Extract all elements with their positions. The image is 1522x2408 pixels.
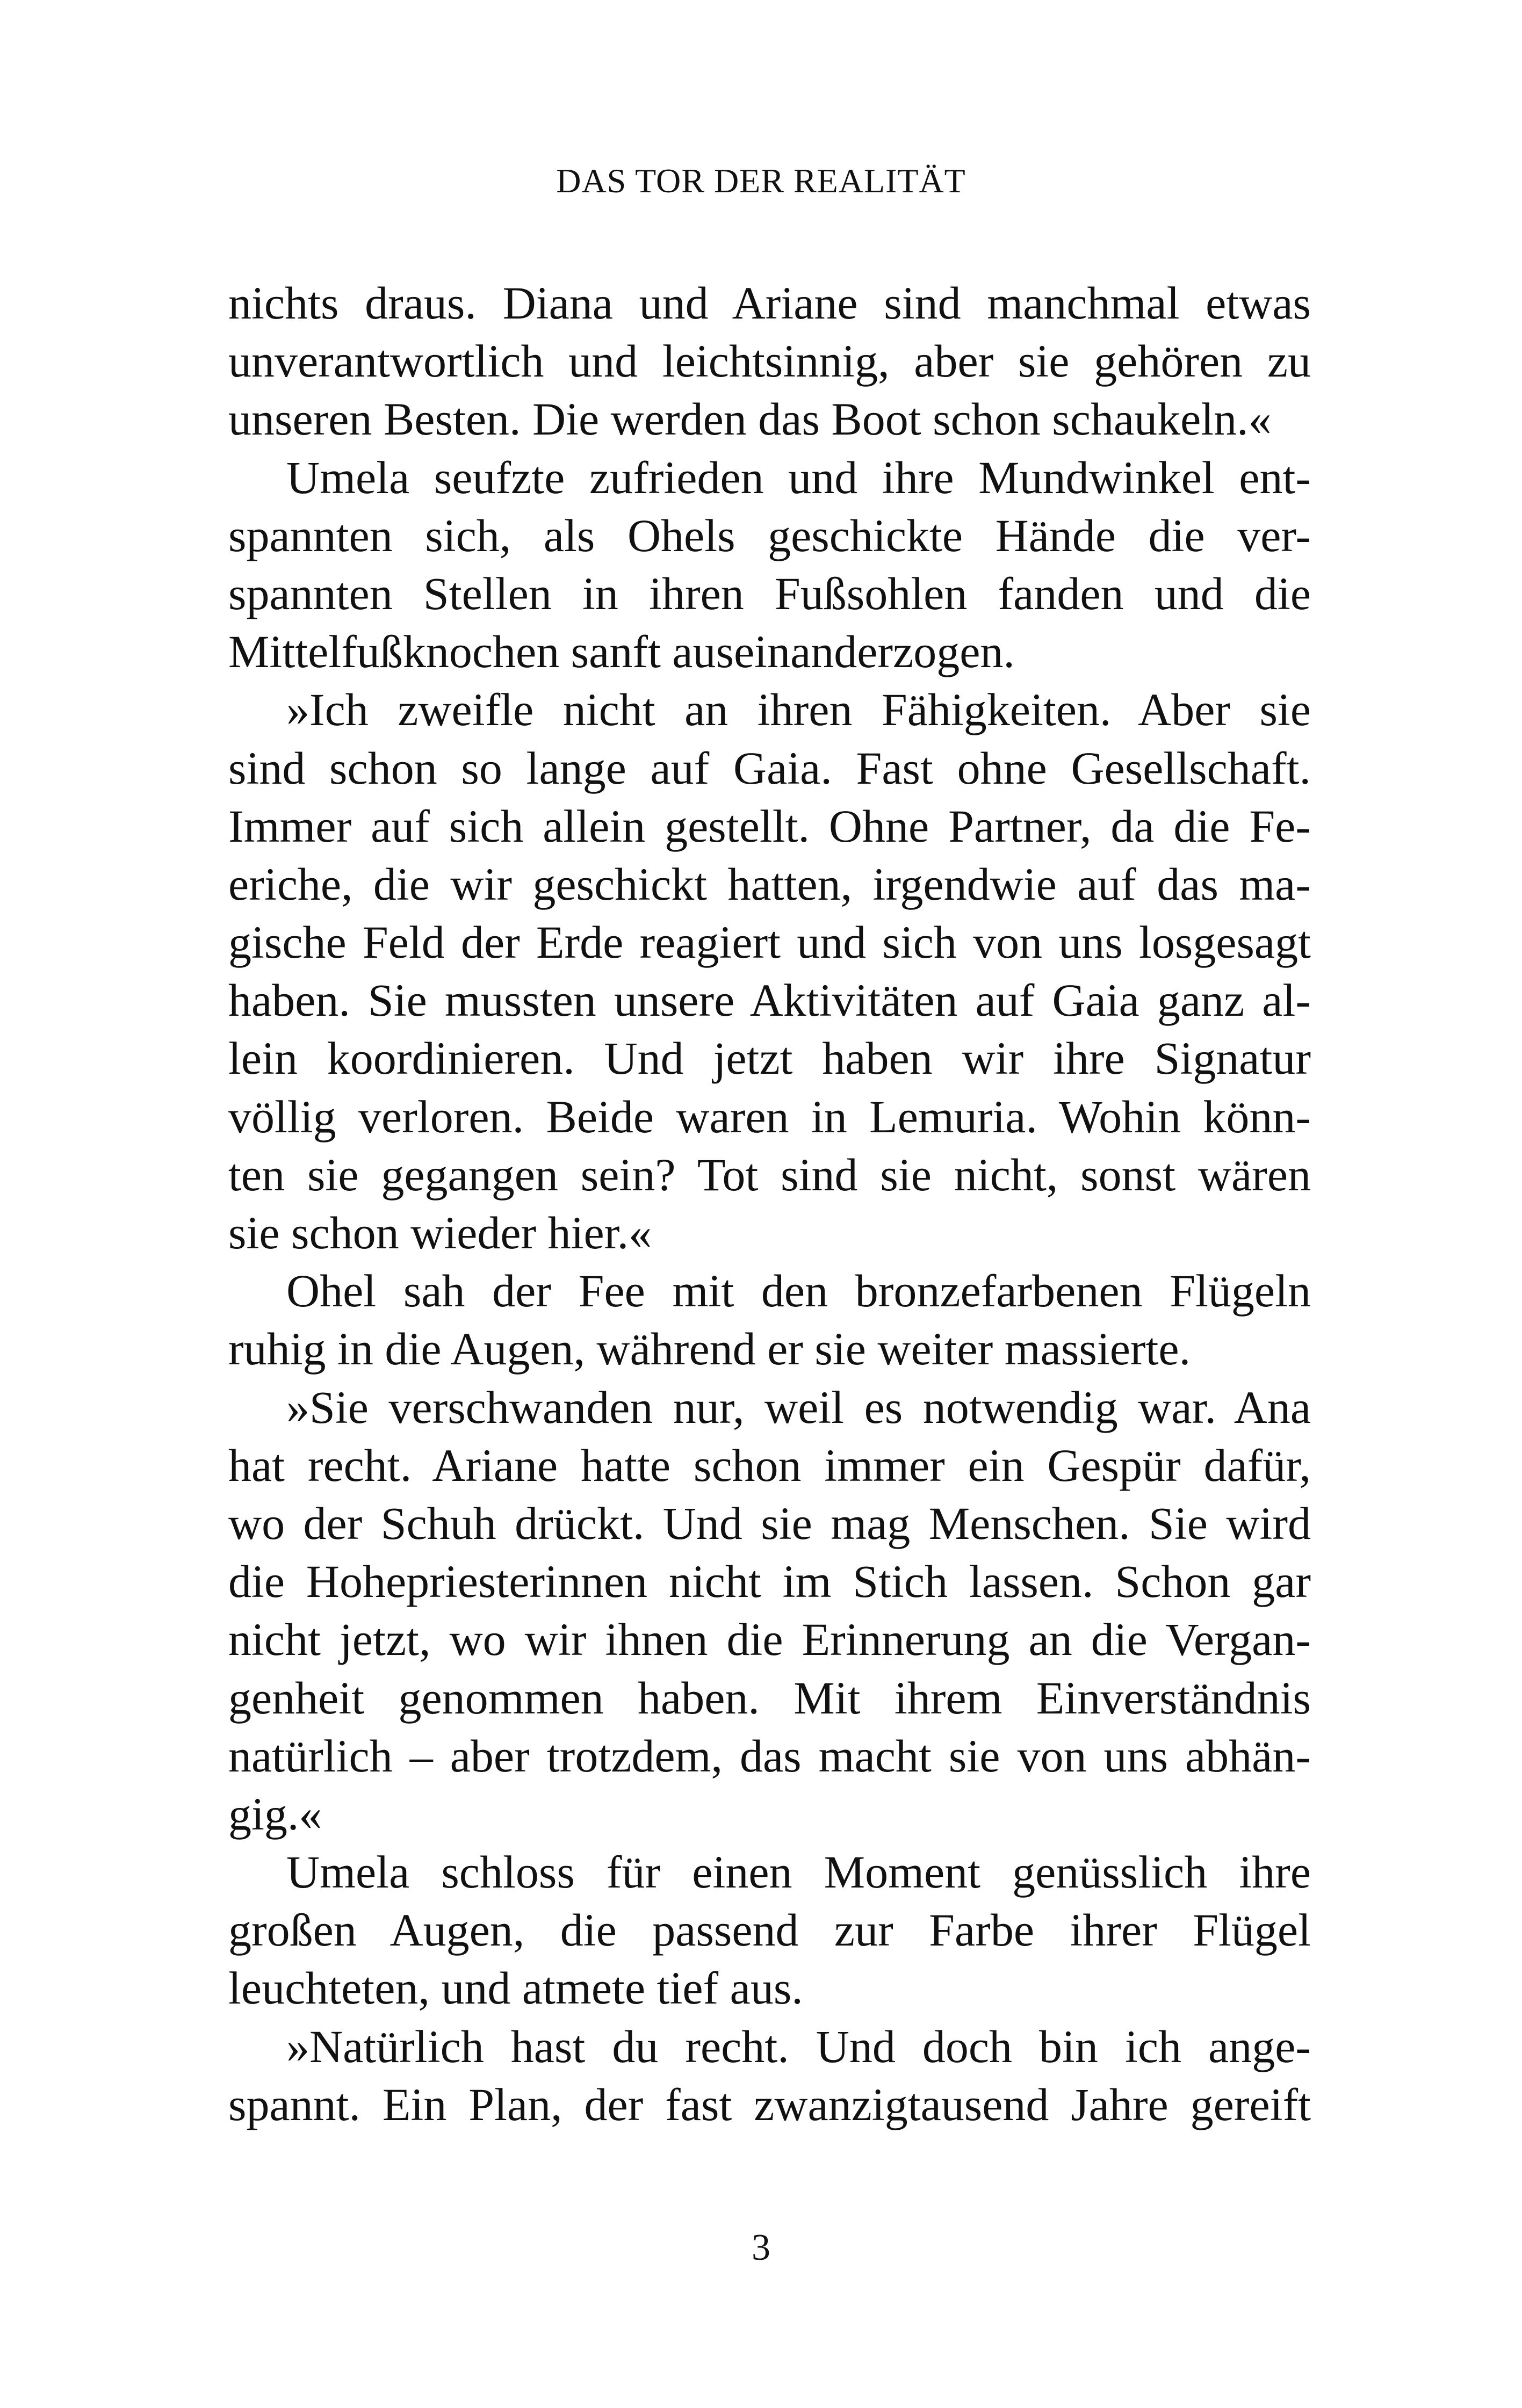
text-line: nichts draus. Diana und Ariane sind manchmal etwas: [228, 277, 1311, 329]
text-line: »Ich zweifle nicht an ihren Fähigkeiten. Aber sie: [286, 684, 1311, 736]
text-line: die Hohepriesterinnen nicht im Stich lassen. Schon gar: [228, 1556, 1311, 1608]
text-line: Umela seufzte zufrieden und ihre Mundwinkel ent-: [286, 451, 1311, 503]
text-line: ten sie gegangen sein? Tot sind sie nicht, sonst wären: [228, 1148, 1311, 1201]
text-line: völlig verloren. Beide waren in Lemuria. Wohin könn-: [228, 1090, 1311, 1142]
page-number: 3: [752, 2227, 770, 2268]
running-title: DAS TOR DER REALITÄT: [556, 162, 966, 200]
text-line: Umela schloss für einen Moment genüsslich ihre: [286, 1846, 1311, 1898]
text-line: lein koordinieren. Und jetzt haben wir ihre Signatur: [228, 1032, 1311, 1084]
text-line: »Natürlich hast du recht. Und doch bin ich ange-: [286, 2020, 1311, 2072]
text-line: leuchteten, und atmete tief aus.: [228, 1962, 803, 2014]
text-line: hat recht. Ariane hatte schon immer ein Gespür dafür,: [228, 1439, 1311, 1491]
text-line: Mittelfußknochen sanft auseinanderzogen.: [228, 626, 1015, 678]
text-line: haben. Sie mussten unsere Aktivitäten auf Gaia ganz al-: [228, 974, 1311, 1026]
text-line: unverantwortlich und leichtsinnig, aber sie gehören zu: [228, 335, 1311, 387]
text-line: unseren Besten. Die werden das Boot schon schaukeln.«: [228, 393, 1272, 445]
text-line: spannten sich, als Ohels geschickte Hände die ver-: [228, 509, 1311, 561]
text-line: spannten Stellen in ihren Fußsohlen fanden und die: [228, 567, 1311, 619]
text-line: gig.«: [228, 1788, 322, 1840]
text-line: eriche, die wir geschickt hatten, irgendwie auf das ma-: [228, 858, 1311, 910]
text-line: Immer auf sich allein gestellt. Ohne Partner, da die Fe-: [228, 800, 1311, 852]
text-line: Ohel sah der Fee mit den bronzefarbenen Flügeln: [286, 1265, 1311, 1317]
text-line: »Sie verschwanden nur, weil es notwendig war. Ana: [286, 1381, 1311, 1433]
text-line: genheit genommen haben. Mit ihrem Einverständnis: [228, 1672, 1311, 1724]
text-line: sie schon wieder hier.«: [228, 1207, 652, 1259]
text-line: nicht jetzt, wo wir ihnen die Erinnerung an die Vergan-: [228, 1614, 1311, 1666]
body-text: [228, 274, 1311, 2134]
text-line: spannt. Ein Plan, der fast zwanzigtausend Jahre gereift: [228, 2078, 1311, 2130]
text-line: großen Augen, die passend zur Farbe ihrer Flügel: [228, 1904, 1311, 1956]
text-line: wo der Schuh drückt. Und sie mag Menschen. Sie wird: [228, 1497, 1311, 1549]
text-line: ruhig in die Augen, während er sie weiter massierte.: [228, 1323, 1191, 1375]
text-line: natürlich – aber trotzdem, das macht sie von uns abhän-: [228, 1730, 1311, 1782]
text-line: gische Feld der Erde reagiert und sich von uns losgesagt: [228, 916, 1311, 968]
text-line: sind schon so lange auf Gaia. Fast ohne Gesellschaft.: [228, 742, 1311, 794]
